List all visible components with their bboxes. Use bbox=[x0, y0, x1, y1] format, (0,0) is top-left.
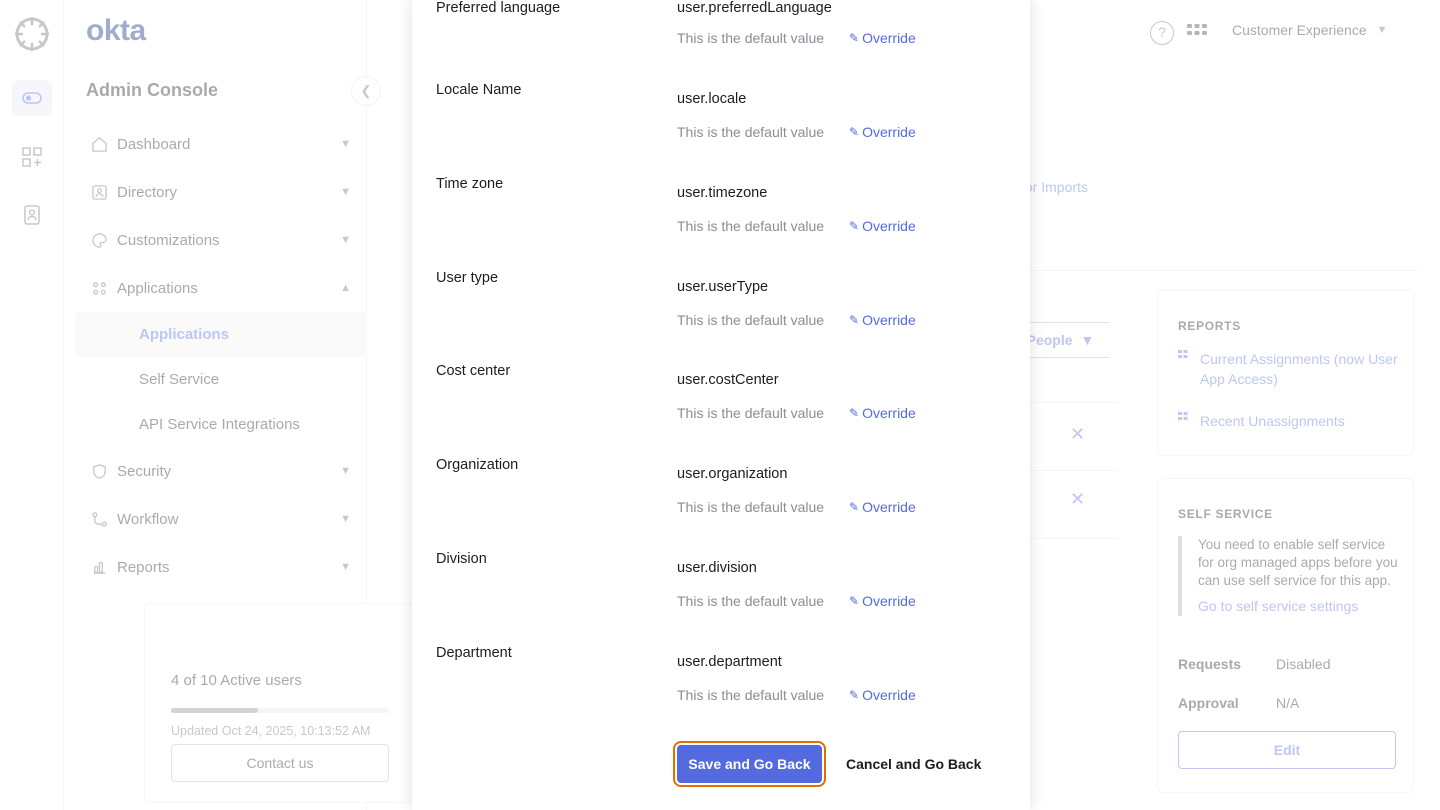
mapping-value: user.preferredLanguage bbox=[677, 0, 832, 16]
pencil-icon: ✎ bbox=[849, 125, 860, 139]
save-label: Save and Go Back bbox=[688, 756, 811, 772]
mapping-label: Division bbox=[436, 551, 487, 567]
mapping-default-text: This is the default value bbox=[677, 124, 825, 140]
override-link[interactable] bbox=[849, 30, 916, 46]
save-and-go-back-button[interactable] bbox=[677, 745, 822, 783]
mapping-value: user.timezone bbox=[677, 185, 768, 201]
override-link[interactable] bbox=[849, 499, 916, 515]
override-label: Override bbox=[862, 124, 916, 140]
mapping-default-text: This is the default value bbox=[677, 687, 825, 703]
override-label: Override bbox=[862, 218, 916, 234]
mapping-value: user.locale bbox=[677, 91, 747, 107]
override-link[interactable] bbox=[849, 218, 916, 234]
modal-actions bbox=[412, 735, 1030, 810]
mapping-default-text: This is the default value bbox=[677, 405, 825, 421]
override-link[interactable] bbox=[849, 312, 916, 328]
pencil-icon: ✎ bbox=[849, 31, 860, 45]
override-link[interactable] bbox=[849, 405, 916, 421]
override-label: Override bbox=[862, 687, 916, 703]
mapping-value: user.userType bbox=[677, 279, 769, 295]
mapping-value: user.division bbox=[677, 560, 757, 576]
mapping-default-text: This is the default value bbox=[677, 312, 825, 328]
mapping-default-text: This is the default value bbox=[677, 593, 825, 609]
mapping-label: Time zone bbox=[436, 176, 504, 192]
mapping-label: Preferred language bbox=[436, 0, 561, 16]
mapping-label: Locale Name bbox=[436, 82, 522, 98]
pencil-icon: ✎ bbox=[849, 688, 860, 702]
mapping-value: user.costCenter bbox=[677, 372, 779, 388]
mapping-value: user.organization bbox=[677, 466, 788, 482]
mapping-label: Organization bbox=[436, 457, 519, 473]
override-label: Override bbox=[862, 593, 916, 609]
mapping-default-text: This is the default value bbox=[677, 30, 825, 46]
override-label: Override bbox=[862, 405, 916, 421]
mapping-label: User type bbox=[436, 270, 499, 286]
pencil-icon: ✎ bbox=[849, 500, 860, 514]
pencil-icon: ✎ bbox=[849, 219, 860, 233]
override-link[interactable] bbox=[849, 593, 916, 609]
pencil-icon: ✎ bbox=[849, 313, 860, 327]
mapping-label: Department bbox=[436, 645, 512, 661]
override-label: Override bbox=[862, 30, 916, 46]
attribute-mappings-modal bbox=[412, 0, 1030, 810]
mapping-default-text: This is the default value bbox=[677, 499, 825, 515]
override-label: Override bbox=[862, 312, 916, 328]
pencil-icon: ✎ bbox=[849, 406, 860, 420]
override-link[interactable] bbox=[849, 124, 916, 140]
pencil-icon: ✎ bbox=[849, 594, 860, 608]
cancel-label: Cancel and Go Back bbox=[846, 756, 982, 772]
mapping-value: user.department bbox=[677, 654, 782, 670]
override-label: Override bbox=[862, 499, 916, 515]
mapping-label: Cost center bbox=[436, 363, 511, 379]
override-link[interactable] bbox=[849, 687, 916, 703]
cancel-and-go-back-button[interactable] bbox=[846, 745, 981, 783]
mapping-default-text: This is the default value bbox=[677, 218, 825, 234]
